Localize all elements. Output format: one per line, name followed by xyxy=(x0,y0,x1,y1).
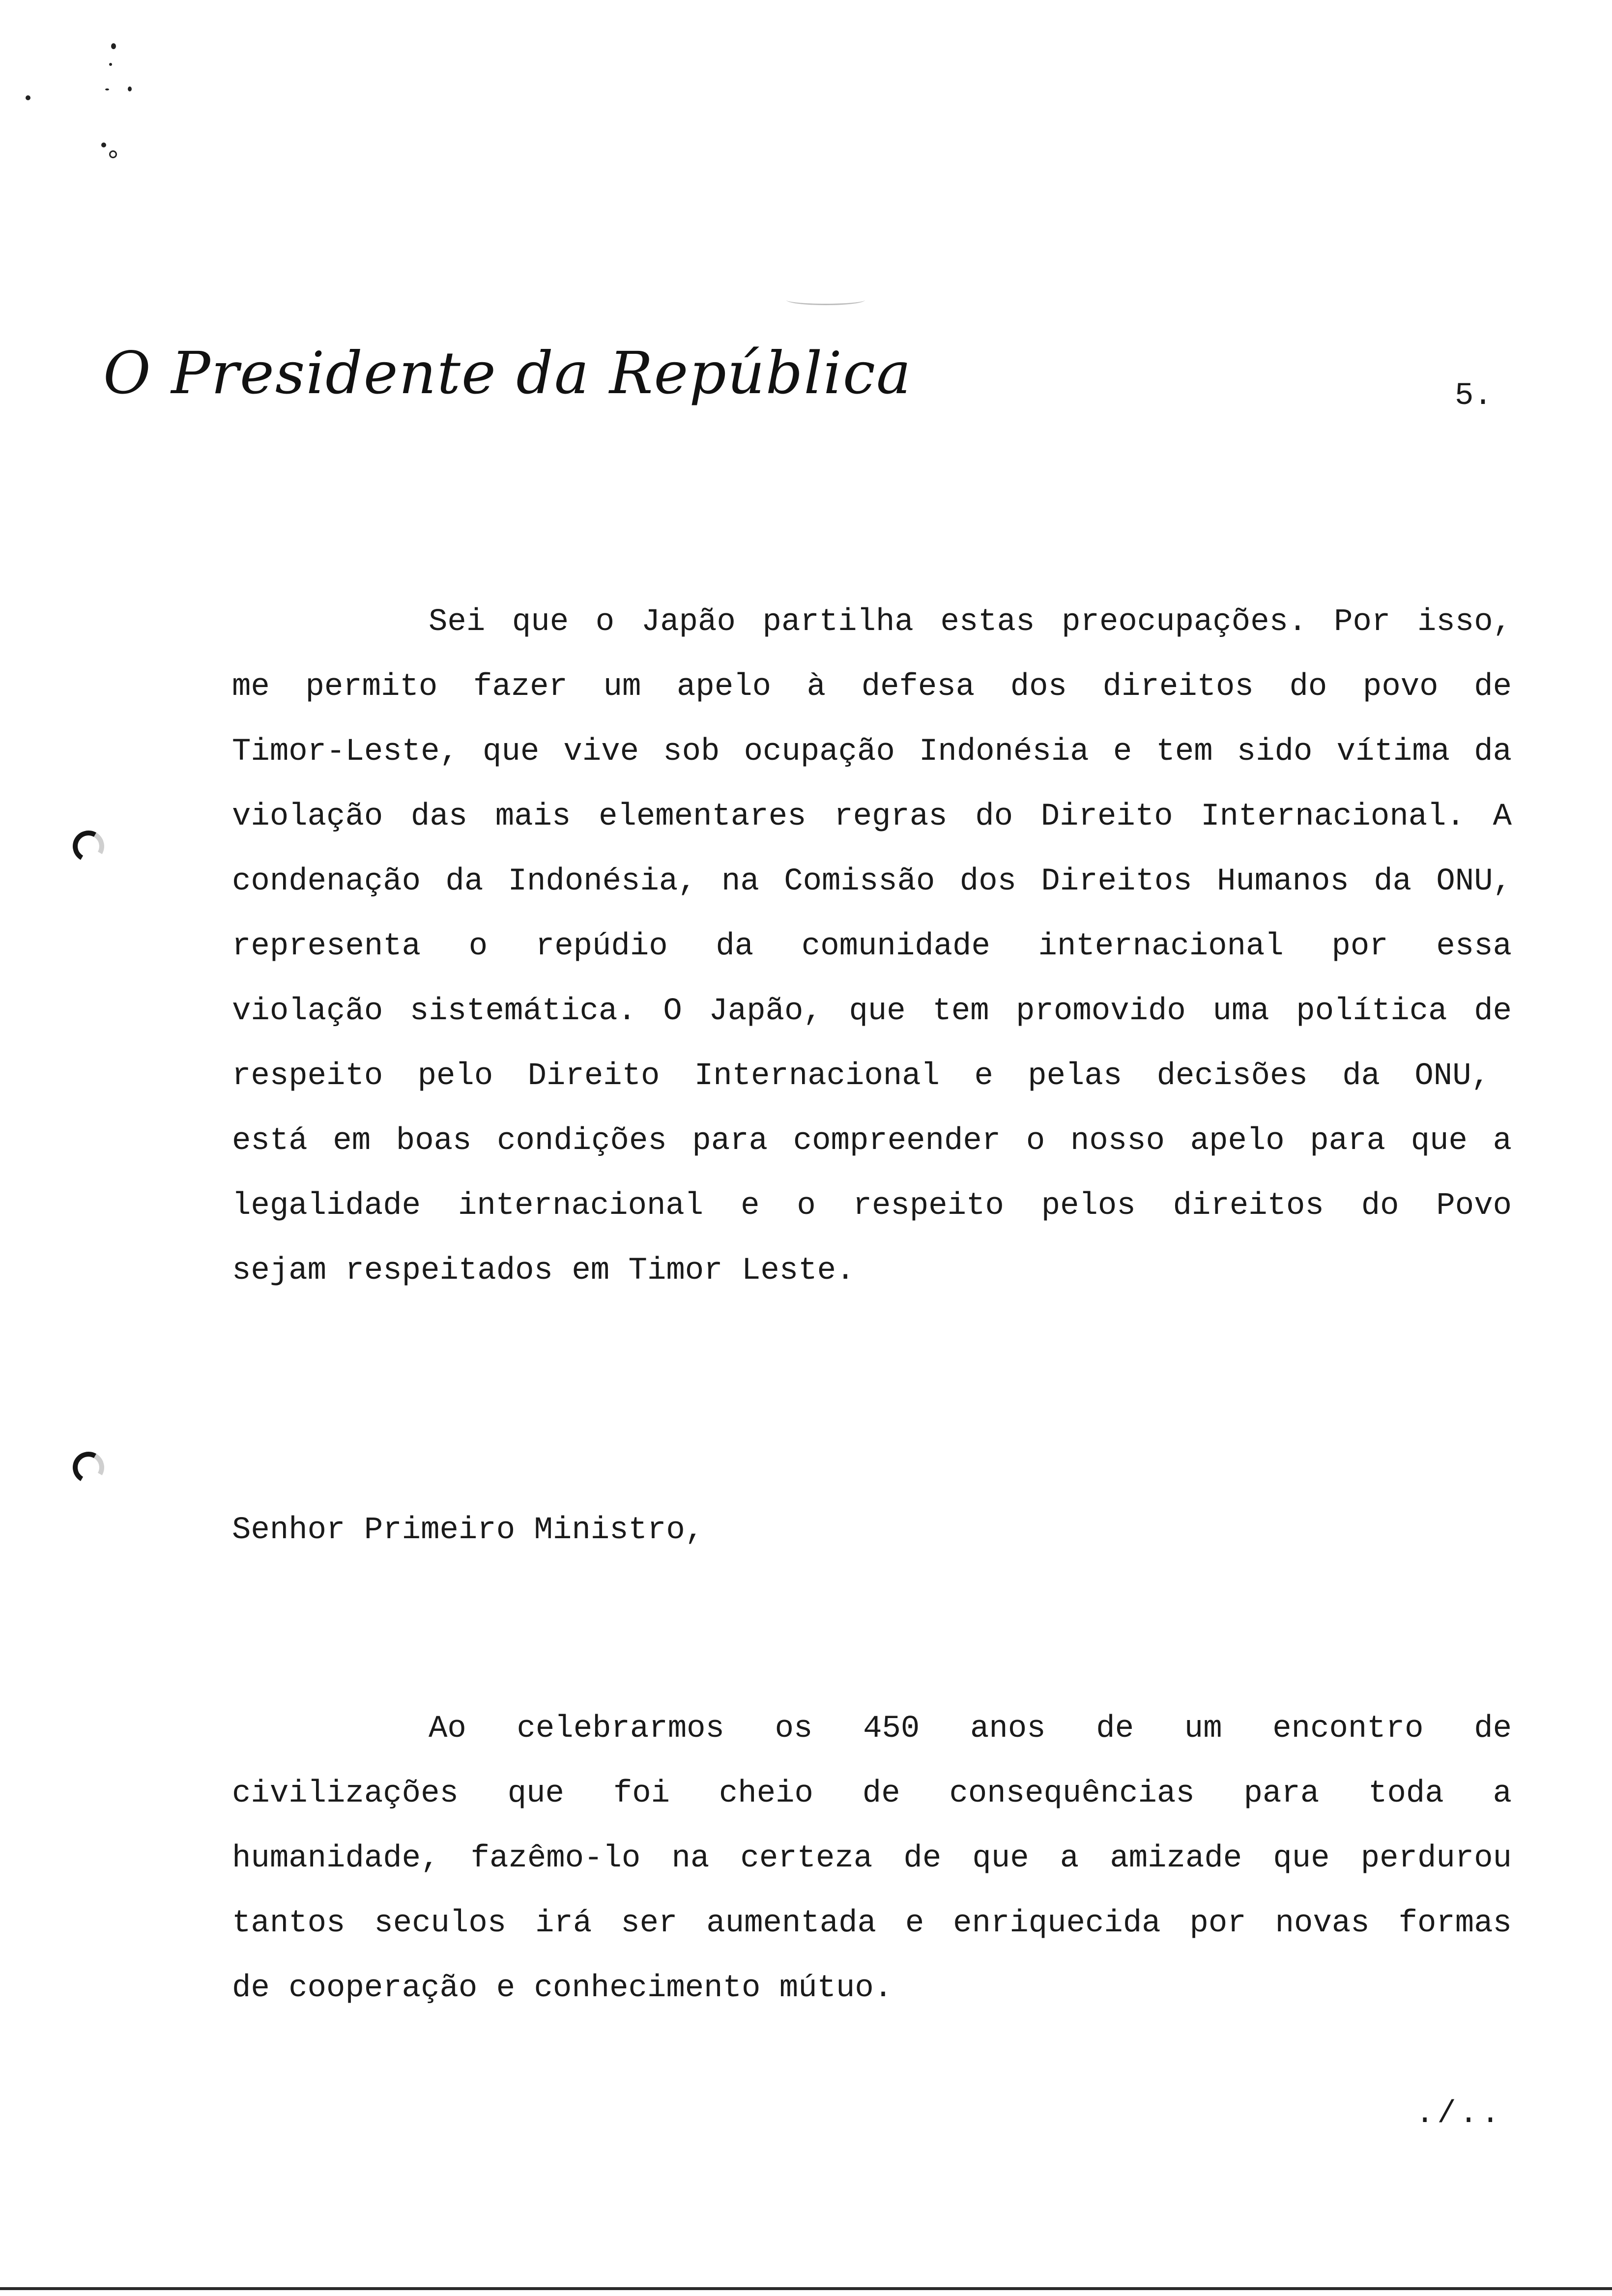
paragraph-1-line: violação das mais elementares regras do Direito Internacional. A xyxy=(232,799,1512,834)
paragraph-1-line: Timor-Leste, que vive sob ocupação Indonésia e tem sido vítima da xyxy=(232,734,1512,770)
paragraph-1-line: está em boas condições para compreender o nosso apelo para que a xyxy=(232,1123,1512,1159)
salutation: Senhor Primeiro Ministro, xyxy=(232,1513,704,1548)
paragraph-2-line: humanidade, fazêmo-lo na certeza de que a amizade que perdurou xyxy=(232,1841,1512,1876)
scan-speck xyxy=(111,43,116,49)
scan-speck xyxy=(26,95,30,100)
paragraph-1-line: Sei que o Japão partilha estas preocupações. Por isso, xyxy=(429,604,1512,640)
scan-smudge xyxy=(786,295,865,305)
scan-bottom-edge xyxy=(0,2287,1612,2290)
paragraph-2-line: Ao celebrarmos os 450 anos de um encontro de xyxy=(429,1711,1512,1747)
paragraph-2-line: civilizações que foi cheio de consequências para toda a xyxy=(232,1776,1512,1811)
punch-hole xyxy=(69,1448,108,1487)
paragraph-1-line: violação sistemática. O Japão, que tem promovido uma política de xyxy=(232,994,1512,1029)
continuation-mark: ./.. xyxy=(1415,2096,1503,2132)
paragraph-1-line: sejam respeitados em Timor Leste. xyxy=(232,1253,855,1289)
scan-speck xyxy=(109,63,112,66)
scan-speck xyxy=(105,88,109,90)
scan-speck xyxy=(101,143,106,147)
paragraph-1-line: me permito fazer um apelo à defesa dos direitos do povo de xyxy=(232,669,1512,705)
page-number: 5. xyxy=(1455,378,1493,414)
paragraph-1-line: legalidade internacional e o respeito pelos direitos do Povo xyxy=(232,1188,1512,1224)
paragraph-2-line: de cooperação e conhecimento mútuo. xyxy=(232,1971,893,2006)
paragraph-1-line: representa o repúdio da comunidade internacional por essa xyxy=(232,929,1512,964)
paragraph-1-line: condenação da Indonésia, na Comissão dos Direitos Humanos da ONU, xyxy=(232,864,1512,899)
punch-hole xyxy=(69,827,108,865)
paragraph-1-line: respeito pelo Direito Internacional e pelas decisões da ONU, xyxy=(232,1059,1490,1094)
letterhead-title: O Presidente da República xyxy=(103,339,912,407)
scan-speck xyxy=(109,150,117,158)
scan-speck xyxy=(128,86,132,91)
paragraph-2-line: tantos seculos irá ser aumentada e enriquecida por novas formas xyxy=(232,1906,1512,1941)
